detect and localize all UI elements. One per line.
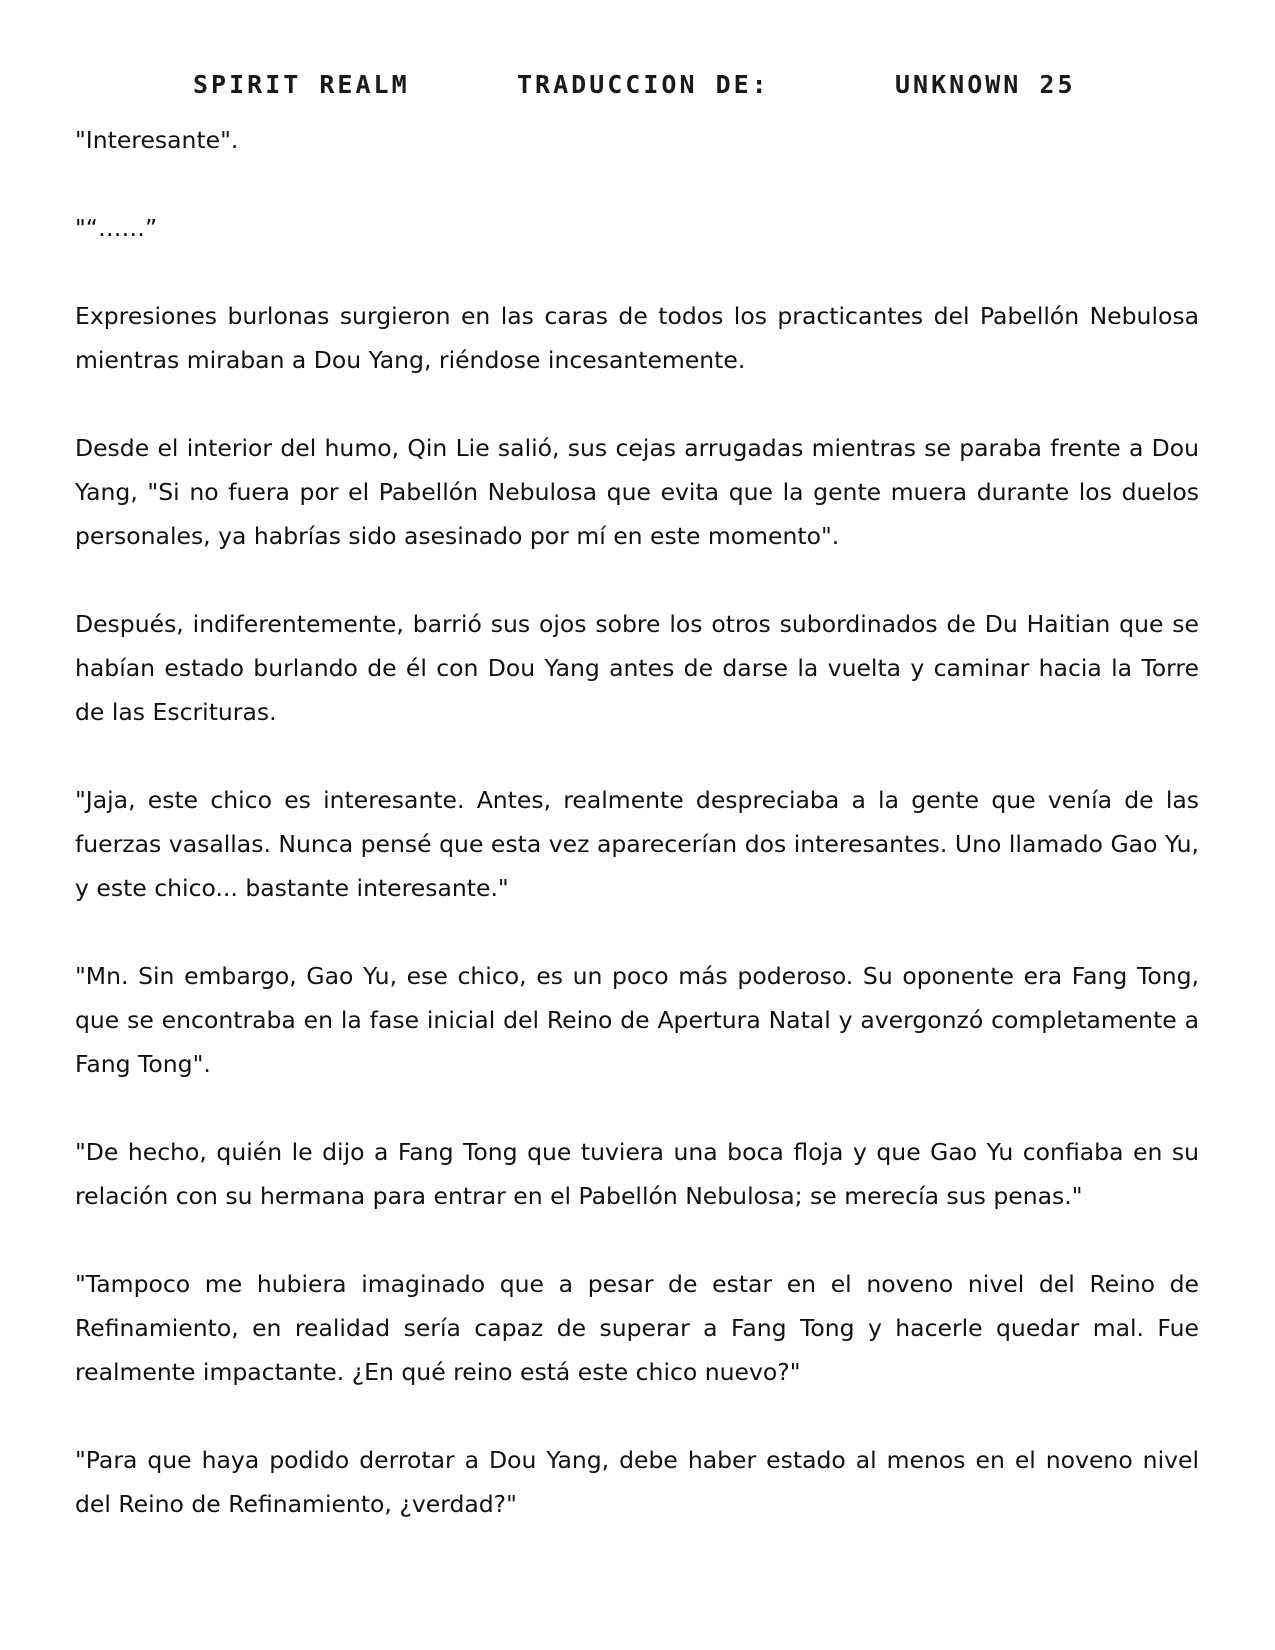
paragraph: "Interesante".	[75, 126, 239, 154]
paragraph: Después, indiferentemente, barrió sus ojos sobre los otros subordinados de Du Haitian que se habían estado burlando de él con Dou Yang antes de darse la vuelta y caminar hacia la Torre de las Escrituras.	[75, 610, 1199, 726]
header-translator-label: TRADUCCION DE:	[517, 70, 770, 99]
paragraph: "De hecho, quién le dijo a Fang Tong que tuviera una boca floja y que Gao Yu confiaba en su relación con su hermana para entrar en el Pabellón Nebulosa; se merecía sus penas."	[75, 1138, 1199, 1210]
paragraph: "Jaja, este chico es interesante. Antes, realmente despreciaba a la gente que venía de las fuerzas vasallas. Nunca pensé que esta vez aparecerían dos interesantes. Uno llamado Gao Yu, y este chico... bastante interesante."	[75, 786, 1199, 902]
document-body	[75, 118, 1199, 1570]
paragraph: "Para que haya podido derrotar a Dou Yang, debe haber estado al menos en el noveno nivel del Reino de Refinamiento, ¿verdad?"	[75, 1446, 1199, 1518]
paragraph: "Mn. Sin embargo, Gao Yu, ese chico, es un poco más poderoso. Su oponente era Fang Tong, que se encontraba en la fase inicial del Reino de Apertura Natal y avergonzó completamente a Fang Tong".	[75, 962, 1199, 1078]
paragraph: Desde el interior del humo, Qin Lie salió, sus cejas arrugadas mientras se paraba frente a Dou Yang, "Si no fuera por el Pabellón Nebulosa que evita que la gente muera durante los duelos personales, ya habrías sido asesinado por mí en este momento".	[75, 434, 1199, 550]
header-page-number: UNKNOWN 25	[895, 70, 1076, 99]
paragraph: Expresiones burlonas surgieron en las caras de todos los practicantes del Pabellón Nebulosa mientras miraban a Dou Yang, riéndose incesantemente.	[75, 302, 1199, 374]
paragraph: "“……”	[75, 214, 158, 242]
page-header	[0, 70, 1275, 110]
paragraph: "Tampoco me hubiera imaginado que a pesar de estar en el noveno nivel del Reino de Refinamiento, en realidad sería capaz de superar a Fang Tong y hacerle quedar mal. Fue realmente impactante. ¿En qué reino está este chico nuevo?"	[75, 1270, 1199, 1386]
header-title: SPIRIT REALM	[193, 70, 410, 99]
